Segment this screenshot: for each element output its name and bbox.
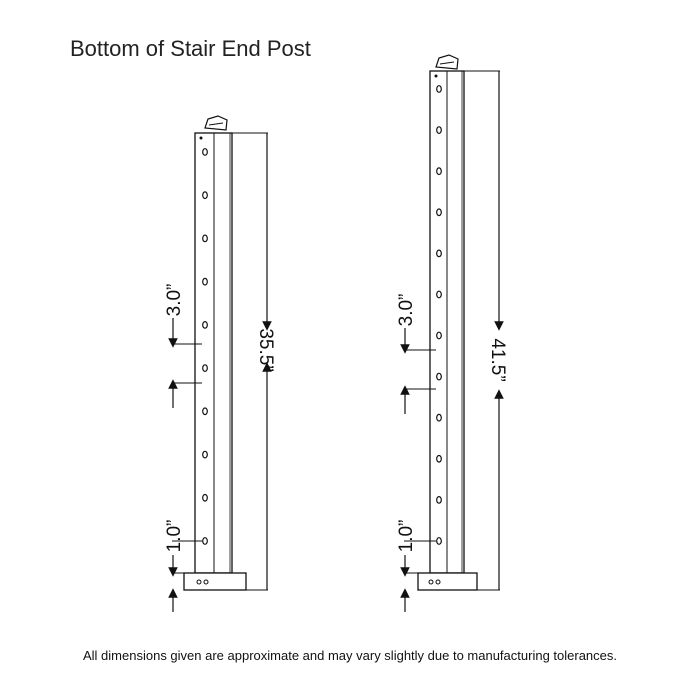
post-1-bottom-label: 1.0” [164,519,185,553]
post-1-base-plate [184,573,246,590]
post-1-spacing-label: 3.0” [164,283,185,317]
disclaimer-note: All dimensions given are approximate and may vary slightly due to manufacturing tolerances. [83,648,617,663]
post-2-base-plate [418,573,477,590]
diagram-title: Bottom of Stair End Post [70,36,311,61]
post-2-cap [436,55,458,69]
post-2-bottom-label: 1.0” [396,519,417,553]
post-2-height-label: 41.5” [487,338,508,382]
post-2-spacing-label: 3.0” [396,293,417,327]
post-2 [396,55,508,612]
post-1-height-label: 35.5” [255,328,276,372]
post-1 [164,116,276,612]
post-1-cap [205,116,227,130]
